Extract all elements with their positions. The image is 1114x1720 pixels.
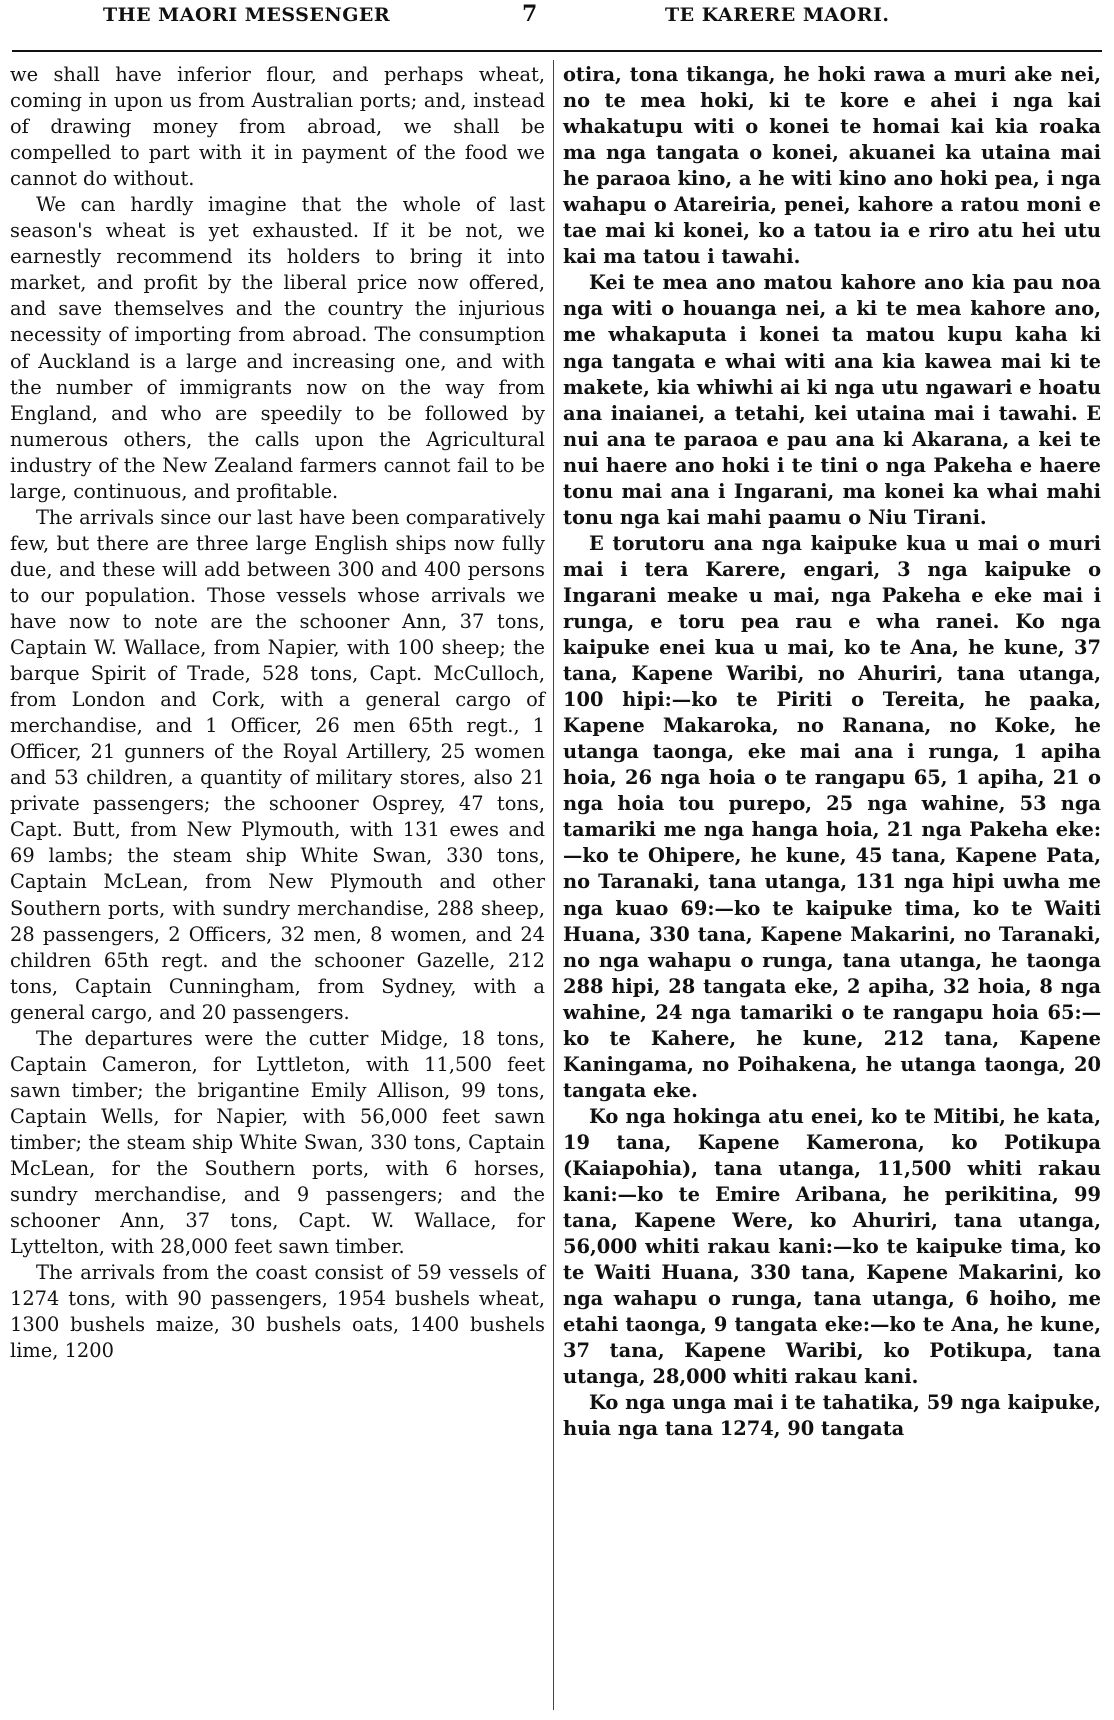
paragraph: Ko nga unga mai i te tahatika, 59 nga kaipuke, huia nga tana 1274, 90 tangata <box>563 1391 1101 1441</box>
maori-column <box>563 62 1101 1442</box>
paragraph: The arrivals since our last have been comparatively few, but there are three large English ships now fully due, and these will add between 300 and 400 persons to our population. Those vessels whose arrivals we have now to note are the schooner Ann, 37 tons, Captain W. Wallace, from Napier, with 100 sheep; the barque Spirit of Trade, 528 tons, Capt. McCulloch, from London and Cork, with a general cargo of merchandise, and 1 Officer, 26 men 65th regt., 1 Officer, 21 gunners of the Royal Artillery, 25 women and 53 children, a quantity of military stores, also 21 private passengers; the schooner Osprey, 47 tons, Capt. Butt, from New Plymouth, with 131 ewes and 69 lambs; the steam ship White Swan, 330 tons, Captain McLean, from New Plymouth and other Southern ports, with sundry merchandise, 288 sheep, 28 passengers, 2 Officers, 32 men, 8 women, and 24 children 65th regt. and the schooner Gazelle, 212 tons, Captain Cunningham, from Sydney, with a general cargo, and 20 passengers. <box>10 505 545 1024</box>
paragraph: We can hardly imagine that the whole of last season's wheat is yet exhausted. If it be not, we earnestly recommend its holders to bring it into market, and profit by the liberal price now offered, and save themselves and the country the injurious necessity of importing from abroad. The consumption of Auckland is a large and increasing one, and with the number of immigrants now on the way from England, and who are speedily to be followed by numerous others, the calls upon the Agricultural industry of the New Zealand farmers cannot fail to be large, continuous, and profitable. <box>10 193 545 503</box>
column-divider <box>553 60 554 1710</box>
english-column <box>10 62 545 1364</box>
paragraph: E torutoru ana nga kaipuke kua u mai o muri mai i tera Karere, engari, 3 nga kaipuke o Ingarani meake u mai, nga Pakeha e eke mai i runga, e toru pea rau e wha ranei. Ko nga kaipuke enei kua u mai, ko te Ana, he kune, 37 tana, Kapene Waribi, no Ahuriri, tana utanga, 100 hipi:—ko te Piriti o Tereita, he paaka, Kapene Makaroka, no Ranana, no Koke, he utanga taonga, eke mai ana i runga, 1 apiha hoia, 26 nga hoia o te rangapu 65, 1 apiha, 21 o nga hoia tou purepo, 25 nga wahine, 53 nga tamariki me nga hanga hoia, 21 nga Pakeha eke:—ko te Ohipere, he kune, 45 tana, Kapene Pata, no Taranaki, tana utanga, 131 nga hipi uwha me nga kuao 69:—ko te kaipuke tima, ko te Waiti Huana, 330 tana, Kapene Makarini, no Taranaki, no nga wahapu o runga, tana utanga, he taonga 288 hipi, 28 tangata eke, 2 apiha, 32 hoia, 8 nga wahine, 24 nga tamariki o te rangapu hoia 65:—ko te Kahere, he kune, 212 tana, Kapene Kaningama, no Poihakena, he utanga taonga, 20 tangata eke. <box>563 531 1101 1102</box>
header-rule <box>12 50 1102 52</box>
masthead-english: THE MAORI MESSENGER <box>103 4 391 26</box>
paragraph: The arrivals from the coast consist of 59 vessels of 1274 tons, with 90 passengers, 1954 bushels wheat, 1300 bushels maize, 30 bushels oats, 1400 bushels lime, 1200 <box>10 1261 545 1363</box>
masthead-maori: TE KARERE MAORI. <box>665 4 890 26</box>
paragraph: otira, tona tikanga, he hoki rawa a muri ake nei, no te mea hoki, ki te kore e ahei i nga kai whakatupu witi o konei te homai kai kia roaka ma nga tangata o konei, akuanei ka utaina mai he paraoa kino, a he witi kino ano hoki pea, i nga wahapu o Atareiria, penei, kahore a ratou moni e tae mai ki konei, ko a tatou ia e riro atu hei utu kai ma tatou i tawahi. <box>563 63 1101 269</box>
paragraph: Kei te mea ano matou kahore ano kia pau noa nga witi o houanga nei, a ki te mea kahore ano, me whakaputa i konei ta matou kupu kaha ki nga tangata e whai witi ana kia kawea mai ki te makete, kia whiwhi ai ki nga utu ngawari e hoatu ana inaianei, a tetahi, kei utaina mai i tawahi. E nui ana te paraoa e pau ana ki Akarana, a kei te nui haere ano hoki i te tini o nga Pakeha e haere tonu mai ana i Ingarani, ma konei ka whai mahi tonu nga kai mahi paamu o Niu Tirani. <box>563 271 1101 529</box>
paragraph: The departures were the cutter Midge, 18 tons, Captain Cameron, for Lyttleton, with 11,500 feet sawn timber; the brigantine Emily Allison, 99 tons, Captain Wells, for Napier, with 56,000 feet sawn timber; the steam ship White Swan, 330 tons, Captain McLean, for the Southern ports, with 6 horses, sundry merchandise, and 9 passengers; and the schooner Ann, 37 tons, Capt. W. Wallace, for Lyttelton, with 28,000 feet sawn timber. <box>10 1026 545 1259</box>
paragraph: Ko nga hokinga atu enei, ko te Mitibi, he kata, 19 tana, Kapene Kamerona, ko Potikupa (Kaiapohia), tana utanga, 11,500 whiti rakau kani:—ko te Emire Aribana, he perikitina, 99 tana, Kapene Were, ko Ahuriri, tana utanga, 56,000 whiti rakau kani:—ko te kaipuke tima, ko te Waiti Huana, 330 tana, Kapene Makarini, ko nga wahapu o runga, tana utanga, 6 hoiho, me etahi taonga, 9 tangata eke:—ko te Ana, he kune, 37 tana, Kapene Waribi, ko Potikupa, tana utanga, 28,000 whiti rakau kani. <box>563 1104 1101 1389</box>
paragraph: we shall have inferior flour, and perhaps wheat, coming in upon us from Australian ports; and, instead of drawing money from abroad, we shall be compelled to part with it in payment of the food we cannot do without. <box>10 63 545 191</box>
page-number: 7 <box>522 1 538 27</box>
page-header <box>0 0 1114 48</box>
